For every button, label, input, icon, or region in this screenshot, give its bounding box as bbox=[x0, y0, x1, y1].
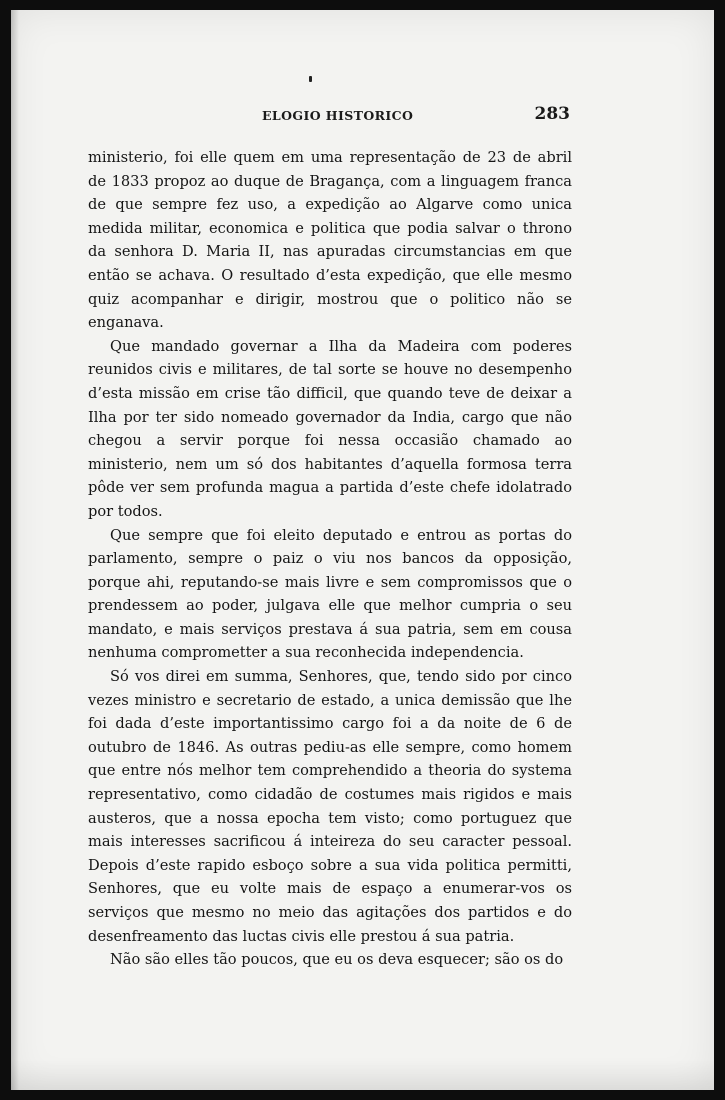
page-number: 283 bbox=[534, 104, 570, 124]
body-text bbox=[88, 146, 572, 972]
paragraph: Não são elles tão poucos, que eu os deva esquecer; são os do bbox=[110, 951, 564, 969]
paragraph: ministerio, foi elle quem em uma representação de 23 de abril de 1833 propoz ao duque de Bragança, com a linguagem franca de que sempre fez uso, a expedição ao Algarve como unica medida militar, economica e politica que podia salvar o throno da senhora D. Maria II, nas apuradas circumstancias em que então se achava. O resultado d’esta expedição, que elle mesmo quiz acompanhar e dirigir, mostrou que o politico não se enganava. bbox=[88, 149, 572, 332]
paragraph: Que mandado governar a Ilha da Madeira com poderes reunidos civis e militares, de tal sorte se houve no desempenho d’esta missão em crise tão difficil, que quando teve de deixar a Ilha por ter sido nomeado governador da India, cargo que não chegou a servir porque foi nessa occasião chamado ao ministerio, nem um só dos habitantes d’aquella formosa terra pôde ver sem profunda magua a partida d’este chefe idolatrado por todos. bbox=[88, 337, 572, 520]
running-header bbox=[90, 104, 570, 128]
page-shadow-left bbox=[11, 10, 19, 1090]
paragraph: Só vos direi em summa, Senhores, que, tendo sido por cinco vezes ministro e secretario de estado, a unica demissão que lhe foi dada d’este importantissimo cargo foi a da noite de 6 de outubro de 1846. As outras pediu-as elle sempre, como homem que entre nós melhor tem comprehendido a theoria do systema representativo, como cidadão de costumes mais rigidos e mais austeros, que a nossa epocha tem visto; como portuguez que mais interesses sacrificou á inteireza do seu caracter pessoal. Depois d’este rapido esboço sobre a sua vida politica permitti, Senhores, que eu volte mais de espaço a enumerar-vos os serviços que mesmo no meio das agitações dos partidos e do desenfreamento das luctas civis elle prestou á sua patria. bbox=[88, 668, 572, 945]
page-shadow-bottom bbox=[11, 1060, 714, 1090]
running-title: ELOGIO HISTORICO bbox=[262, 108, 414, 123]
ink-speck bbox=[309, 76, 312, 82]
paragraph: Que sempre que foi eleito deputado e entrou as portas do parlamento, sempre o paiz o viu nos bancos da opposição, porque ahi, reputando-se mais livre e sem compromissos que o prendessem ao poder, julgava elle que melhor cumpria o seu mandato, e mais serviços prestava á sua patria, sem em cousa nenhuma comprometter a sua reconhecida independencia. bbox=[88, 526, 572, 662]
